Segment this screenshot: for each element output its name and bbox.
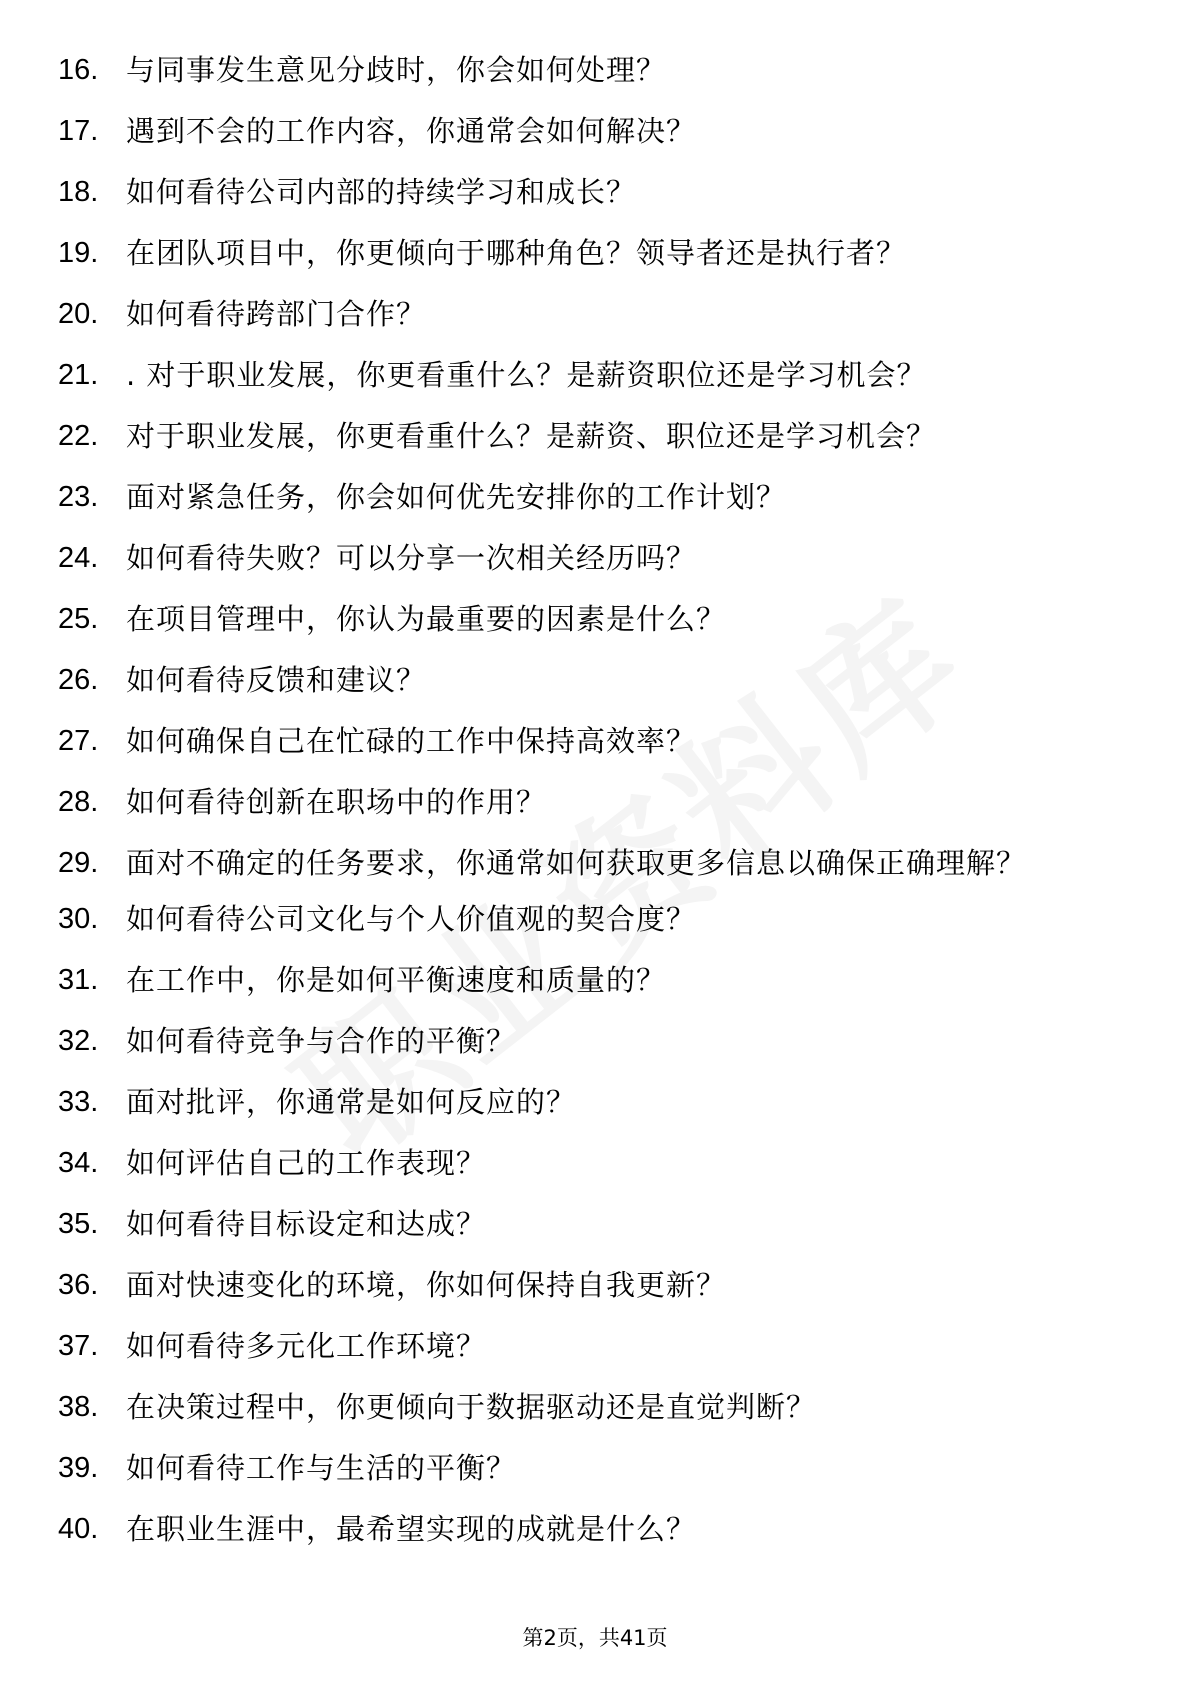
list-item — [58, 662, 1138, 698]
question-number: 27. — [58, 725, 99, 757]
question-text: 如何看待跨部门合作？ — [126, 297, 427, 331]
question-text: 如何看待失败？可以分享一次相关经历吗？ — [126, 541, 697, 575]
question-number: 29. — [58, 847, 99, 879]
question-text: 与同事发生意见分歧时，你会如何处理？ — [126, 53, 667, 87]
list-item — [58, 1023, 1138, 1059]
question-number: 16. — [58, 54, 99, 86]
question-text: 面对快速变化的环境，你如何保持自我更新？ — [126, 1268, 727, 1302]
question-number: 40. — [58, 1513, 99, 1545]
list-item — [58, 235, 1138, 271]
list-item — [58, 357, 1138, 393]
question-number: 26. — [58, 664, 99, 696]
question-text: 如何看待公司文化与个人价值观的契合度？ — [126, 902, 697, 936]
list-item — [58, 1206, 1138, 1242]
question-text: 在项目管理中，你认为最重要的因素是什么？ — [126, 602, 727, 636]
list-item — [58, 962, 1138, 998]
question-number: 18. — [58, 176, 99, 208]
question-number: 17. — [58, 115, 99, 147]
question-number: 38. — [58, 1391, 99, 1423]
list-item — [58, 784, 1138, 820]
list-item — [58, 1328, 1138, 1364]
list-item — [58, 113, 1138, 149]
question-text: 遇到不会的工作内容，你通常会如何解决？ — [126, 114, 697, 148]
question-text: 如何看待多元化工作环境？ — [126, 1329, 487, 1363]
question-text: 面对批评，你通常是如何反应的？ — [126, 1085, 577, 1119]
page-number-footer: 第2页，共41页 — [522, 1626, 668, 1650]
question-text: 如何评估自己的工作表现？ — [126, 1146, 487, 1180]
question-number: 39. — [58, 1452, 99, 1484]
list-item — [58, 1389, 1138, 1425]
list-item — [58, 845, 1138, 881]
list-item — [58, 174, 1138, 210]
question-number: 37. — [58, 1330, 99, 1362]
question-number: 33. — [58, 1086, 99, 1118]
question-text: 如何看待竞争与合作的平衡？ — [126, 1024, 517, 1058]
list-item — [58, 1450, 1138, 1486]
question-text: 如何确保自己在忙碌的工作中保持高效率？ — [126, 724, 697, 758]
list-item — [58, 1511, 1138, 1547]
question-list — [58, 52, 1138, 1572]
question-number: 19. — [58, 237, 99, 269]
question-text: . 对于职业发展，你更看重什么？是薪资职位还是学习机会？ — [126, 358, 927, 392]
question-text: 如何看待工作与生活的平衡？ — [126, 1451, 517, 1485]
question-text: 如何看待创新在职场中的作用？ — [126, 785, 547, 819]
question-text: 在团队项目中，你更倾向于哪种角色？领导者还是执行者？ — [126, 236, 907, 270]
question-text: 对于职业发展，你更看重什么？是薪资、职位还是学习机会？ — [126, 419, 937, 453]
question-text: 在工作中，你是如何平衡速度和质量的？ — [126, 963, 667, 997]
question-number: 35. — [58, 1208, 99, 1240]
list-item — [58, 296, 1138, 332]
question-text: 在职业生涯中，最希望实现的成就是什么？ — [126, 1512, 697, 1546]
question-number: 32. — [58, 1025, 99, 1057]
question-number: 21. — [58, 359, 99, 391]
list-item — [58, 1084, 1138, 1120]
list-item — [58, 901, 1138, 937]
list-item — [58, 1145, 1138, 1181]
list-item — [58, 723, 1138, 759]
question-number: 25. — [58, 603, 99, 635]
question-text: 如何看待反馈和建议？ — [126, 663, 427, 697]
question-text: 如何看待公司内部的持续学习和成长？ — [126, 175, 637, 209]
list-item — [58, 52, 1138, 88]
question-number: 22. — [58, 420, 99, 452]
question-text: 如何看待目标设定和达成？ — [126, 1207, 487, 1241]
question-number: 20. — [58, 298, 99, 330]
question-text: 面对不确定的任务要求，你通常如何获取更多信息以确保正确理解？ — [126, 846, 1027, 880]
list-item — [58, 601, 1138, 637]
question-number: 28. — [58, 786, 99, 818]
question-text: 面对紧急任务，你会如何优先安排你的工作计划？ — [126, 480, 787, 514]
question-text: 在决策过程中，你更倾向于数据驱动还是直觉判断？ — [126, 1390, 817, 1424]
question-number: 23. — [58, 481, 99, 513]
question-number: 36. — [58, 1269, 99, 1301]
list-item — [58, 418, 1138, 454]
question-number: 24. — [58, 542, 99, 574]
question-number: 31. — [58, 964, 99, 996]
question-number: 30. — [58, 903, 99, 935]
list-item — [58, 540, 1138, 576]
list-item — [58, 479, 1138, 515]
list-item — [58, 1267, 1138, 1303]
question-number: 34. — [58, 1147, 99, 1179]
